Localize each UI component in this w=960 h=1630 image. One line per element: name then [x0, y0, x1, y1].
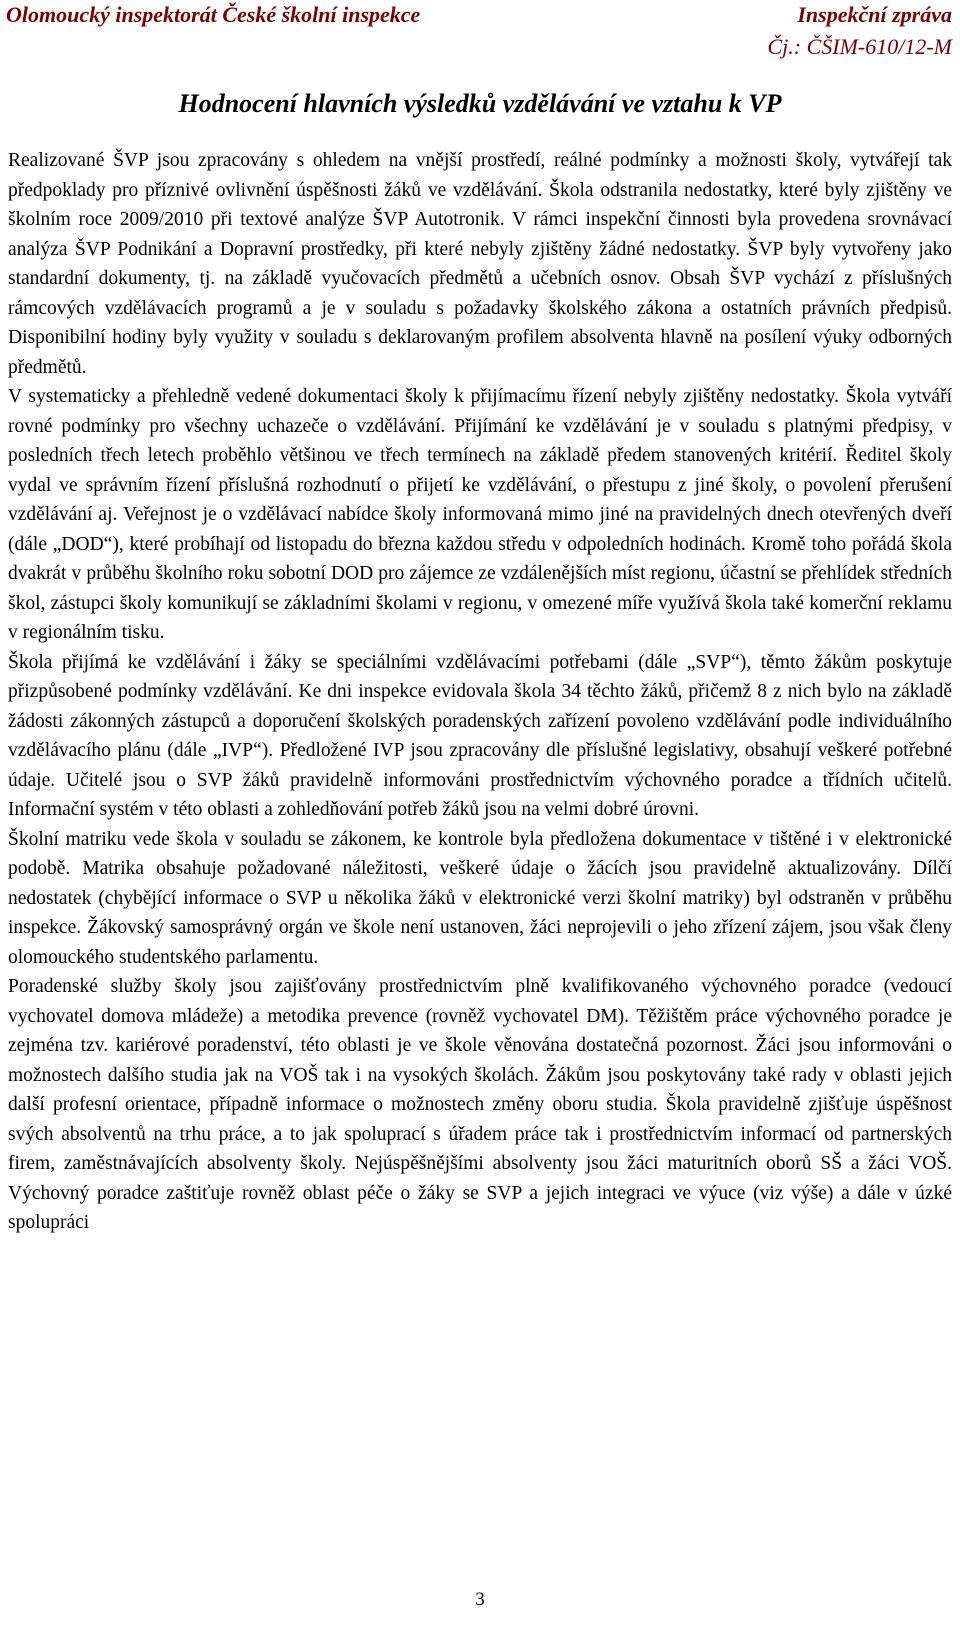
header-organization: Olomoucký inspektorát České školní inspekce — [6, 2, 421, 27]
paragraph-counseling: Poradenské služby školy jsou zajišťovány prostřednictvím plně kvalifikovaného výchovného poradce (vedoucí vychovatel domova mládeže) a metodika prevence (rovněž vychovatel DM). Těžištěm práce výchovného poradce je zejména tzv. kariérové poradenství, této oblasti je ve škole věnována dostatečná pozornost. Žáci jsou informováni o možnostech dalšího studia jak na VOŠ tak i na vysokých školách. Žákům jsou poskytovány také rady v oblasti jejich další profesní orientace, případně informace o možnostech změny oboru studia. Škola pravidelně zjišťuje úspěšnost svých absolventů na trhu práce, a to jak spoluprací s úřadem práce tak i prostřednictvím informací od partnerských firem, zaměstnávajících absolventy školy. Nejúspěšnějšími absolventy jsou žáci maturitních oborů SŠ a žáci VOŠ. Výchovný poradce zaštiťuje rovněž oblast péče o žáky se SVP a jejich integraci ve výuce (viz výše) a dále v úzké spolupráci — [8, 976, 952, 1233]
section-title: Hodnocení hlavních výsledků vzdělávání ve vztahu k VP — [178, 89, 782, 118]
page-number: 3 — [475, 1589, 485, 1610]
reference-number: Čj.: ČŠIM-610/12-M — [767, 34, 952, 59]
body-text — [8, 146, 952, 1238]
header-document-type: Inspekční zpráva — [797, 2, 952, 27]
page-header — [0, 0, 960, 32]
paragraph-school-register: Školní matriku vede škola v souladu se zákonem, ke kontrole byla předložena dokumentace v tištěné i v elektronické podobě. Matrika obsahuje požadované náležitosti, veškeré údaje o žácích jsou pravidelně aktualizovány. Dílčí nedostatek (chybějící informace o SVP u několika žáků v elektronické verzi školní matriky) byl odstraněn v průběhu inspekce. Žákovský samosprávný orgán ve škole není ustanoven, žáci neprojevili o jeho zřízení zájem, jsou však členy olomouckého studentského parlamentu. — [8, 828, 952, 968]
paragraph-admission: V systematicky a přehledně vedené dokumentaci školy k přijímacímu řízení nebyly zjištěny nedostatky. Škola vytváří rovné podmínky pro všechny uchazeče o vzdělávání. Přijímání ke vzdělávání je v souladu s platnými předpisy, v posledních třech letech proběhlo většinou ve třech termínech na základě předem stanovených kritérií. Ředitel školy vydal ve správním řízení příslušná rozhodnutí o přijetí ke vzdělávání, o přestupu z jiné školy, o povolení přerušení vzdělávání aj. Veřejnost je o vzdělávací nabídce školy informovaná mimo jiné na pravidelných dnech otevřených dveří (dále „DOD“), které probíhají od listopadu do března každou středu v odpoledních hodinách. Kromě toho pořádá škola dvakrát v průběhu školního roku sobotní DOD pro zájemce ze vzdálenějších míst regionu, účastní se přehlídek středních škol, zástupci školy komunikují se základními školami v regionu, v omezené míře využívá škola také komerční reklamu v regionálním tisku. — [8, 386, 952, 643]
paragraph-svp: Realizované ŠVP jsou zpracovány s ohledem na vnější prostředí, reálné podmínky a možnosti školy, vytvářejí tak předpoklady pro příznivé ovlivnění úspěšnosti žáků ve vzdělávání. Škola odstranila nedostatky, které byly zjištěny ve školním roce 2009/2010 při textové analýze ŠVP Autotronik. V rámci inspekční činnosti byla provedena srovnávací analýza ŠVP Podnikání a Dopravní prostředky, při které nebyly zjištěny žádné nedostatky. ŠVP byly vytvořeny jako standardní dokumenty, tj. na základě vyučovacích předmětů a učebních osnov. Obsah ŠVP vychází z příslušných rámcových vzdělávacích programů a je v souladu s požadavky školského zákona a ostatních právních předpisů. Disponibilní hodiny byly využity v souladu s deklarovaným profilem absolventa hlavně na posílení výuky odborných předmětů. — [8, 150, 952, 378]
paragraph-special-needs: Škola přijímá ke vzdělávání i žáky se speciálními vzdělávacími potřebami (dále „SVP“), těmto žákům poskytuje přizpůsobené podmínky vzdělávání. Ke dni inspekce evidovala škola 34 těchto žáků, přičemž 8 z nich bylo na základě žádosti zákonných zástupců a doporučení školských poradenských zařízení povoleno vzdělávání podle individuálního vzdělávacího plánu (dále „IVP“). Předložené IVP jsou zpracovány dle příslušné legislativy, obsahují veškeré potřebné údaje. Učitelé jsou o SVP žáků pravidelně informováni prostřednictvím výchovného poradce a třídních učitelů. Informační systém v této oblasti a zohledňování potřeb žáků jsou na velmi dobré úrovni. — [8, 651, 952, 820]
